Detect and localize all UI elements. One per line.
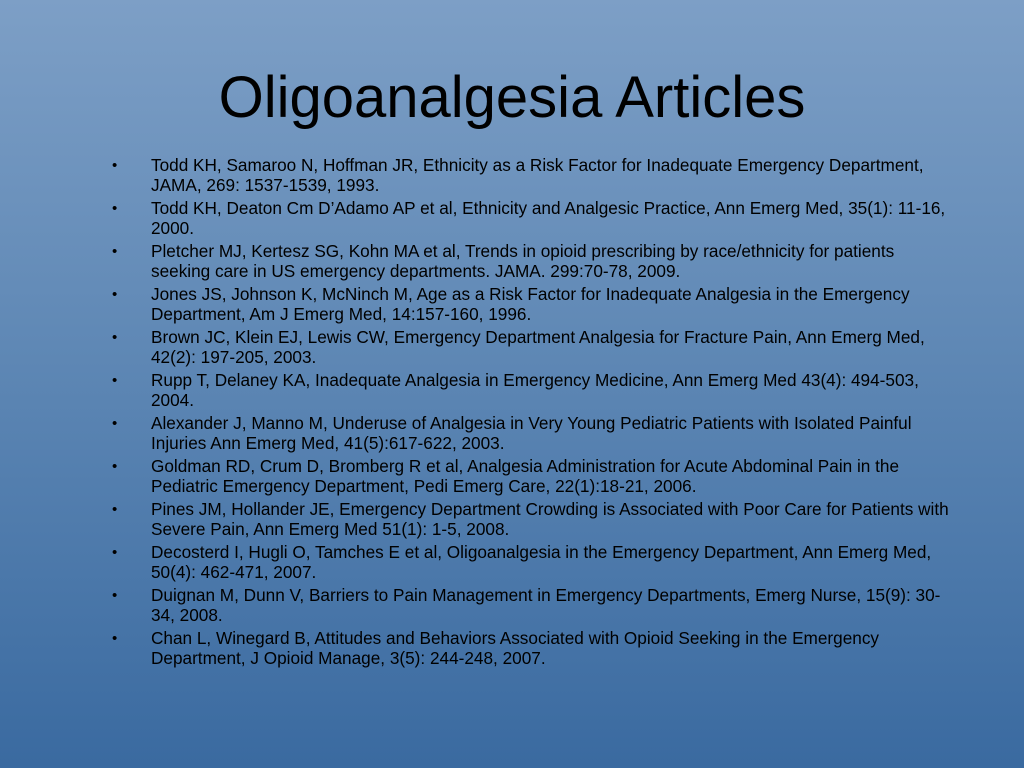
reference-list (110, 156, 955, 672)
reference-item (110, 543, 955, 582)
bullet-icon: • (112, 372, 118, 389)
reference-item (110, 242, 955, 281)
bullet-icon: • (112, 329, 118, 346)
bullet-icon: • (112, 458, 118, 475)
bullet-icon: • (112, 243, 118, 260)
reference-item (110, 414, 955, 453)
reference-text: Goldman RD, Crum D, Bromberg R et al, Analgesia Administration for Acute Abdominal Pain in the Pediatric Emergency Department, Pedi Emerg Care, 22(1):18-21, 2006. (151, 456, 900, 496)
reference-text: Jones JS, Johnson K, McNinch M, Age as a Risk Factor for Inadequate Analgesia in the Emergency Department, Am J Emerg Med, 14:157-160, 1996. (151, 284, 910, 324)
reference-text: Alexander J, Manno M, Underuse of Analgesia in Very Young Pediatric Patients with Isolated Painful Injuries Ann Emerg Med, 41(5):617-622, 2003. (151, 413, 912, 453)
bullet-icon: • (112, 286, 118, 303)
reference-item (110, 586, 955, 625)
reference-item (110, 156, 955, 195)
reference-text: Pines JM, Hollander JE, Emergency Department Crowding is Associated with Poor Care for Patients with Severe Pain, Ann Emerg Med 51(1): 1-5, 2008. (151, 499, 949, 539)
reference-item (110, 371, 955, 410)
bullet-icon: • (112, 630, 118, 647)
reference-text: Rupp T, Delaney KA, Inadequate Analgesia in Emergency Medicine, Ann Emerg Med 43(4): 494-503, 2004. (151, 370, 919, 410)
reference-item (110, 285, 955, 324)
bullet-icon: • (112, 587, 118, 604)
reference-item (110, 328, 955, 367)
reference-item (110, 629, 955, 668)
reference-item (110, 457, 955, 496)
reference-text: Decosterd I, Hugli O, Tamches E et al, Oligoanalgesia in the Emergency Department, Ann Emerg Med, 50(4): 462-471, 2007. (151, 542, 932, 582)
bullet-icon: • (112, 544, 118, 561)
reference-text: Todd KH, Samaroo N, Hoffman JR, Ethnicity as a Risk Factor for Inadequate Emergency Department, JAMA, 269: 1537-1539, 1993. (151, 155, 924, 195)
reference-text: Pletcher MJ, Kertesz SG, Kohn MA et al, Trends in opioid prescribing by race/ethnicity for patients seeking care in US emergency departments. JAMA. 299:70-78, 2009. (151, 241, 895, 281)
bullet-icon: • (112, 200, 118, 217)
slide-title: Oligoanalgesia Articles (218, 65, 806, 130)
reference-item (110, 199, 955, 238)
reference-text: Brown JC, Klein EJ, Lewis CW, Emergency Department Analgesia for Fracture Pain, Ann Emerg Med, 42(2): 197-205, 2003. (151, 327, 925, 367)
reference-text: Chan L, Winegard B, Attitudes and Behaviors Associated with Opioid Seeking in the Emergency Department, J Opioid Manage, 3(5): 244-248, 2007. (151, 628, 880, 668)
bullet-icon: • (112, 157, 118, 174)
reference-text: Todd KH, Deaton Cm D’Adamo AP et al, Ethnicity and Analgesic Practice, Ann Emerg Med, 35(1): 11-16, 2000. (151, 198, 946, 238)
reference-item (110, 500, 955, 539)
bullet-icon: • (112, 501, 118, 518)
bullet-icon: • (112, 415, 118, 432)
reference-text: Duignan M, Dunn V, Barriers to Pain Management in Emergency Departments, Emerg Nurse, 15(9): 30-34, 2008. (151, 585, 941, 625)
